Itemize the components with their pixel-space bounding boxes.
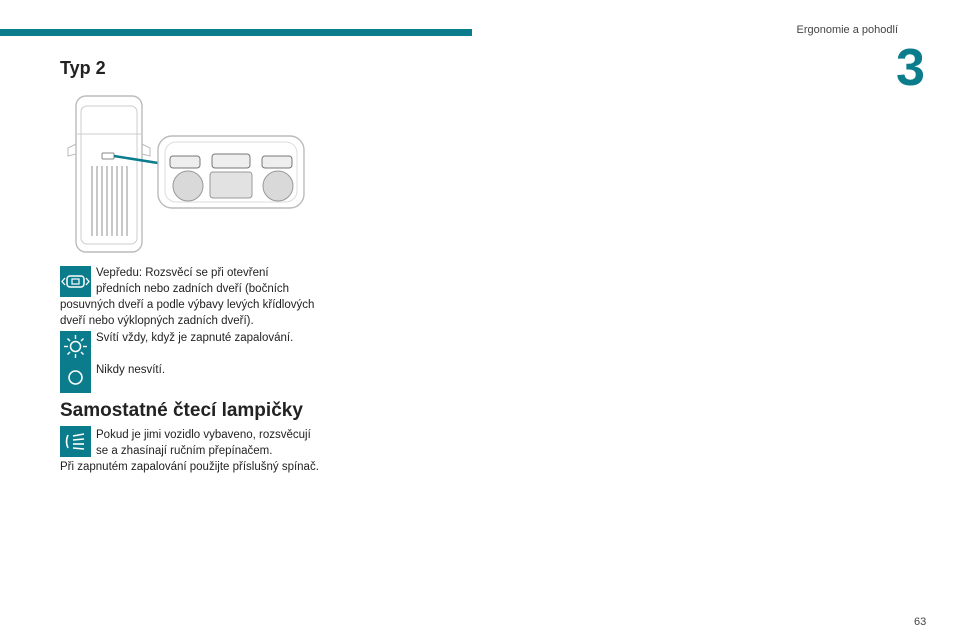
reading-lamps-paragraph [60, 427, 330, 475]
light-off-paragraph [60, 362, 330, 378]
light-off-text: Nikdy nesvítí. [96, 364, 166, 376]
door-light-line1: Vepředu: Rozsvěcí se při otevření [96, 267, 269, 279]
type-heading: Typ 2 [60, 58, 106, 78]
reading-lamps-heading: Samostatné čtecí lampičky [60, 400, 303, 421]
light-on-text: Svítí vždy, když je zapnuté zapalování. [96, 332, 294, 344]
door-light-rest: posuvných dveří a podle výbavy levých křídlových dveří nebo výklopných zadních dveří). [60, 299, 315, 327]
door-light-paragraph [60, 265, 330, 329]
reading-lamps-line1: Pokud je jimi vozidlo vybaveno, rozsvěcují [96, 429, 311, 441]
reading-lamps-rest: Při zapnutém zapalování použijte příslušný spínač. [60, 461, 319, 473]
vehicle-courtesy-light-diagram [62, 90, 312, 256]
reading-lamps-line2: se a zhasínají ručním přepínačem. [96, 445, 273, 457]
header-rule [0, 29, 472, 36]
chapter-number: 3 [896, 39, 925, 97]
section-title: Ergonomie a pohodlí [796, 24, 898, 36]
light-on-paragraph [60, 330, 330, 346]
page-number: 63 [914, 616, 927, 628]
door-light-line2: předních nebo zadních dveří (bočních [96, 283, 290, 295]
